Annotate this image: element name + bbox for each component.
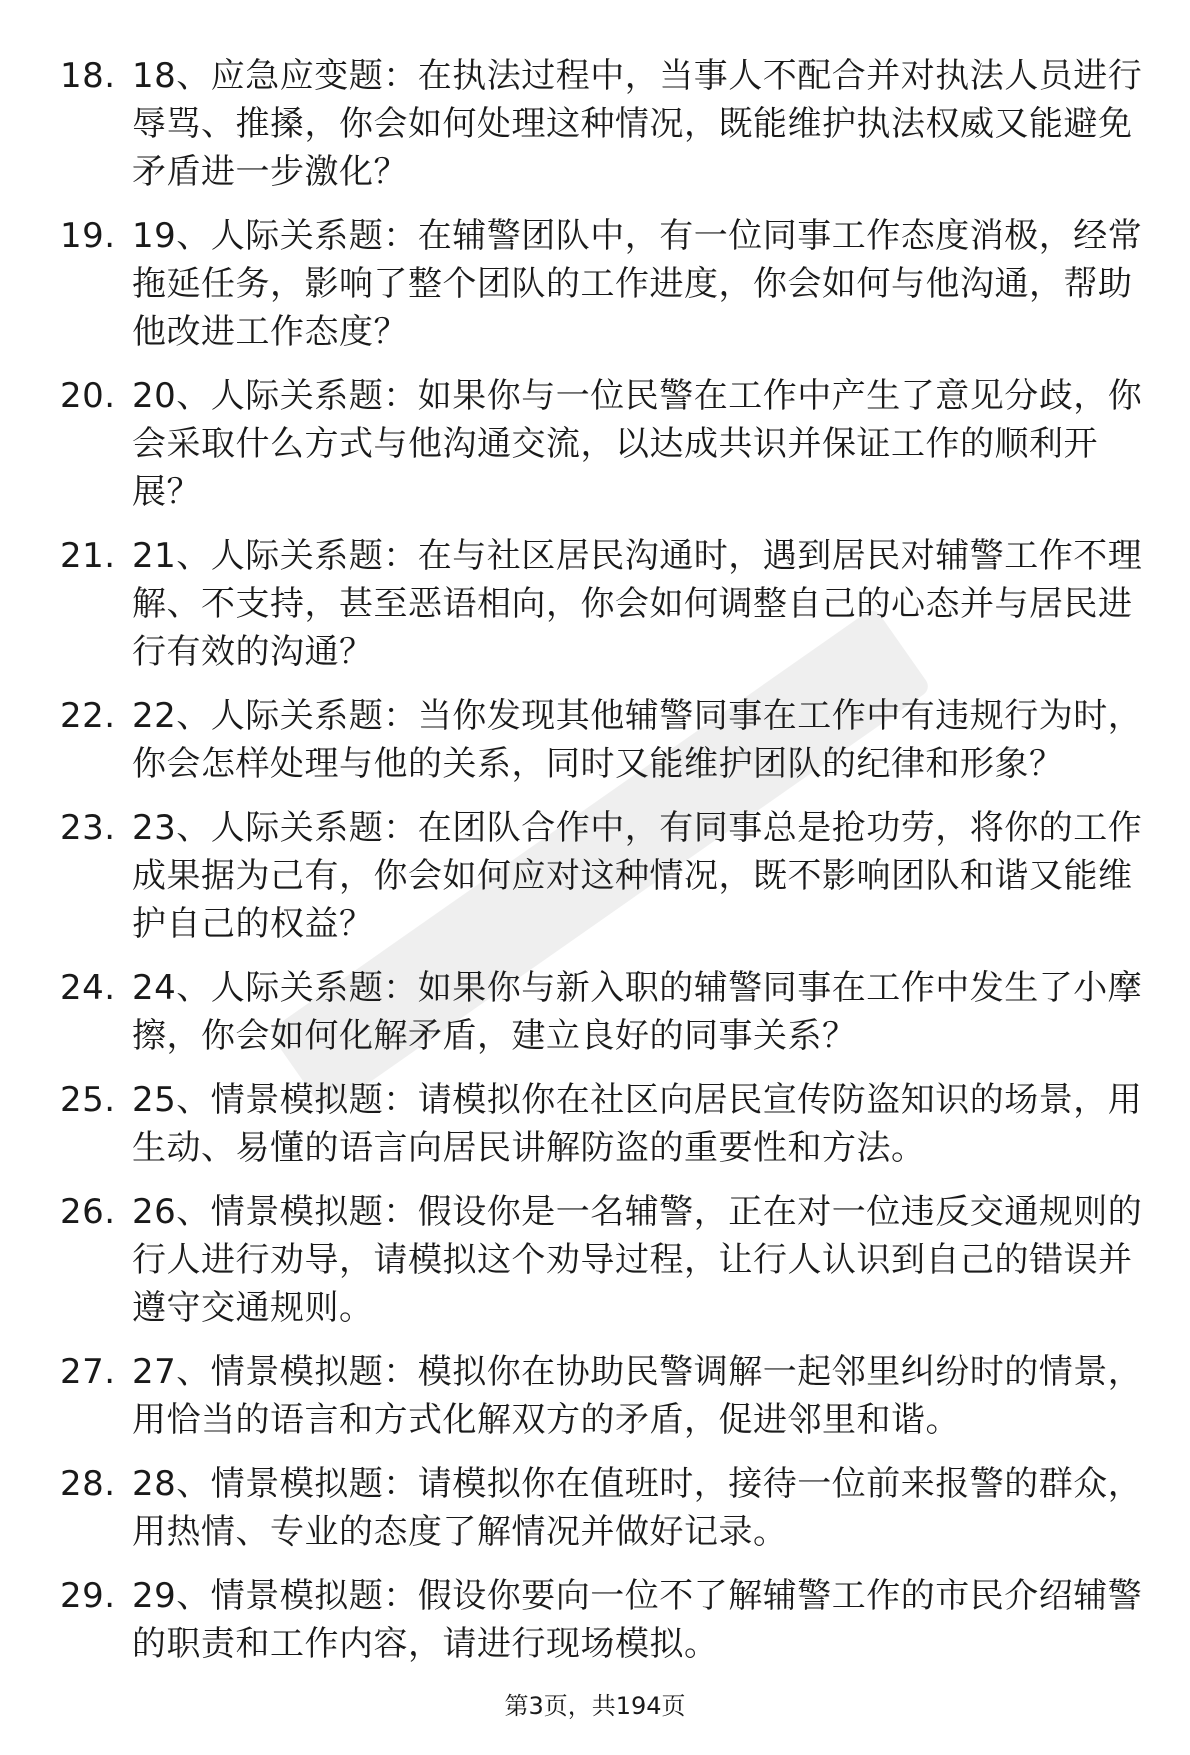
list-item (0, 532, 1190, 676)
question-text: 19、人际关系题：在辅警团队中，有一位同事工作态度消极，经常拖延任务，影响了整个团队的工作进度，你会如何与他沟通，帮助他改进工作态度？ (132, 216, 1143, 352)
question-text: 18、应急应变题：在执法过程中，当事人不配合并对执法人员进行辱骂、推搡，你会如何处理这种情况，既能维护执法权威又能避免矛盾进一步激化？ (132, 56, 1143, 192)
question-number: 21. (60, 536, 116, 576)
question-number: 29. (60, 1576, 116, 1616)
list-item (0, 1572, 1190, 1668)
question-text: 21、人际关系题：在与社区居民沟通时，遇到居民对辅警工作不理解、不支持，甚至恶语相向，你会如何调整自己的心态并与居民进行有效的沟通？ (132, 536, 1143, 672)
list-item (0, 964, 1190, 1060)
list-item (0, 804, 1190, 948)
list-item (0, 692, 1190, 788)
question-number: 28. (60, 1464, 116, 1504)
page-number: 第3页，共194页 (504, 1692, 686, 1720)
question-text: 22、人际关系题：当你发现其他辅警同事在工作中有违规行为时，你会怎样处理与他的关系，同时又能维护团队的纪律和形象？ (132, 696, 1143, 784)
question-text: 26、情景模拟题：假设你是一名辅警，正在对一位违反交通规则的行人进行劝导，请模拟这个劝导过程，让行人认识到自己的错误并遵守交通规则。 (132, 1192, 1143, 1328)
question-text: 28、情景模拟题：请模拟你在值班时，接待一位前来报警的群众，用热情、专业的态度了解情况并做好记录。 (132, 1464, 1143, 1552)
question-number: 22. (60, 696, 116, 736)
question-number: 24. (60, 968, 116, 1008)
question-number: 23. (60, 808, 116, 848)
question-text: 29、情景模拟题：假设你要向一位不了解辅警工作的市民介绍辅警的职责和工作内容，请进行现场模拟。 (132, 1576, 1143, 1664)
list-item (0, 52, 1190, 196)
question-number: 27. (60, 1352, 116, 1392)
question-text: 23、人际关系题：在团队合作中，有同事总是抢功劳，将你的工作成果据为己有，你会如何应对这种情况，既不影响团队和谐又能维护自己的权益？ (132, 808, 1143, 944)
question-text: 25、情景模拟题：请模拟你在社区向居民宣传防盗知识的场景，用生动、易懂的语言向居民讲解防盗的重要性和方法。 (132, 1080, 1143, 1168)
list-item (0, 1348, 1190, 1444)
list-item (0, 212, 1190, 356)
list-item (0, 1076, 1190, 1172)
question-number: 19. (60, 216, 116, 256)
list-item (0, 1460, 1190, 1556)
question-number: 26. (60, 1192, 116, 1232)
question-text: 24、人际关系题：如果你与新入职的辅警同事在工作中发生了小摩擦，你会如何化解矛盾，建立良好的同事关系？ (132, 968, 1143, 1056)
question-text: 27、情景模拟题：模拟你在协助民警调解一起邻里纠纷时的情景，用恰当的语言和方式化解双方的矛盾，促进邻里和谐。 (132, 1352, 1143, 1440)
page-footer (0, 1686, 1190, 1721)
question-list (0, 52, 1190, 1684)
question-text: 20、人际关系题：如果你与一位民警在工作中产生了意见分歧，你会采取什么方式与他沟通交流，以达成共识并保证工作的顺利开展？ (132, 376, 1143, 512)
question-number: 18. (60, 56, 116, 96)
list-item (0, 372, 1190, 516)
list-item (0, 1188, 1190, 1332)
question-number: 20. (60, 376, 116, 416)
question-number: 25. (60, 1080, 116, 1120)
